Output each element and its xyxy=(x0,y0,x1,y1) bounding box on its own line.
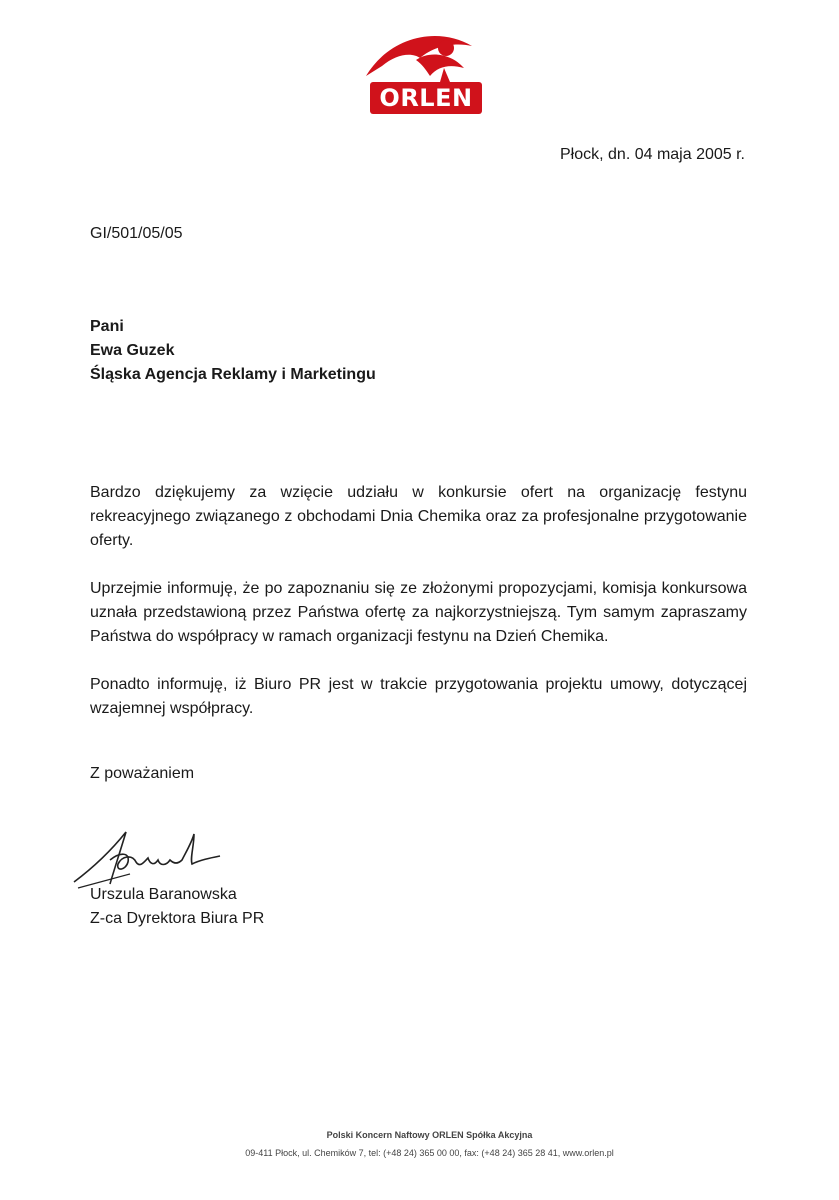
paragraph: Bardzo dziękujemy za wzięcie udziału w konkursie ofert na organizację festynu rekreacyjnego związanego z obchodami Dnia Chemika oraz za profesjonalne przygotowanie oferty. xyxy=(90,484,747,549)
letterhead-footer xyxy=(0,1130,839,1158)
footer-address: 09-411 Płock, ul. Chemików 7, tel: (+48 24) 365 00 00, fax: (+48 24) 365 28 41, www.orlen.pl xyxy=(245,1148,614,1158)
addressee-name: Ewa Guzek xyxy=(90,342,175,359)
closing-phrase: Z poważaniem xyxy=(90,765,195,782)
letter-body xyxy=(90,481,747,745)
place-date: Płock, dn. 04 maja 2005 r. xyxy=(560,146,745,163)
signer-title: Z-ca Dyrektora Biura PR xyxy=(90,910,265,927)
logo-wordmark: ORLEN xyxy=(379,84,473,112)
orlen-eagle-icon xyxy=(360,28,486,84)
addressee-organization: Śląska Agencja Reklamy i Marketingu xyxy=(90,366,376,383)
orlen-logo xyxy=(360,28,486,120)
paragraph: Ponadto informuję, iż Biuro PR jest w trakcie przygotowania projektu umowy, dotyczącej wzajemnej współpracy. xyxy=(90,676,747,717)
footer-company: Polski Koncern Naftowy ORLEN Spółka Akcyjna xyxy=(326,1130,533,1140)
paragraph: Uprzejmie informuję, że po zapoznaniu się ze złożonymi propozycjami, komisja konkursowa uznała przedstawioną przez Państwa ofertę za najkorzystniejszą. Tym samym zapraszamy Państwa do współpracy w ramach organizacji festynu na Dzień Chemika. xyxy=(90,580,747,645)
signer-name: Urszula Baranowska xyxy=(90,886,237,903)
handwritten-signature xyxy=(70,822,270,892)
addressee-salutation: Pani xyxy=(90,318,124,335)
reference-number: GI/501/05/05 xyxy=(90,225,183,242)
signer-block xyxy=(90,883,264,931)
addressee-block xyxy=(90,315,376,387)
